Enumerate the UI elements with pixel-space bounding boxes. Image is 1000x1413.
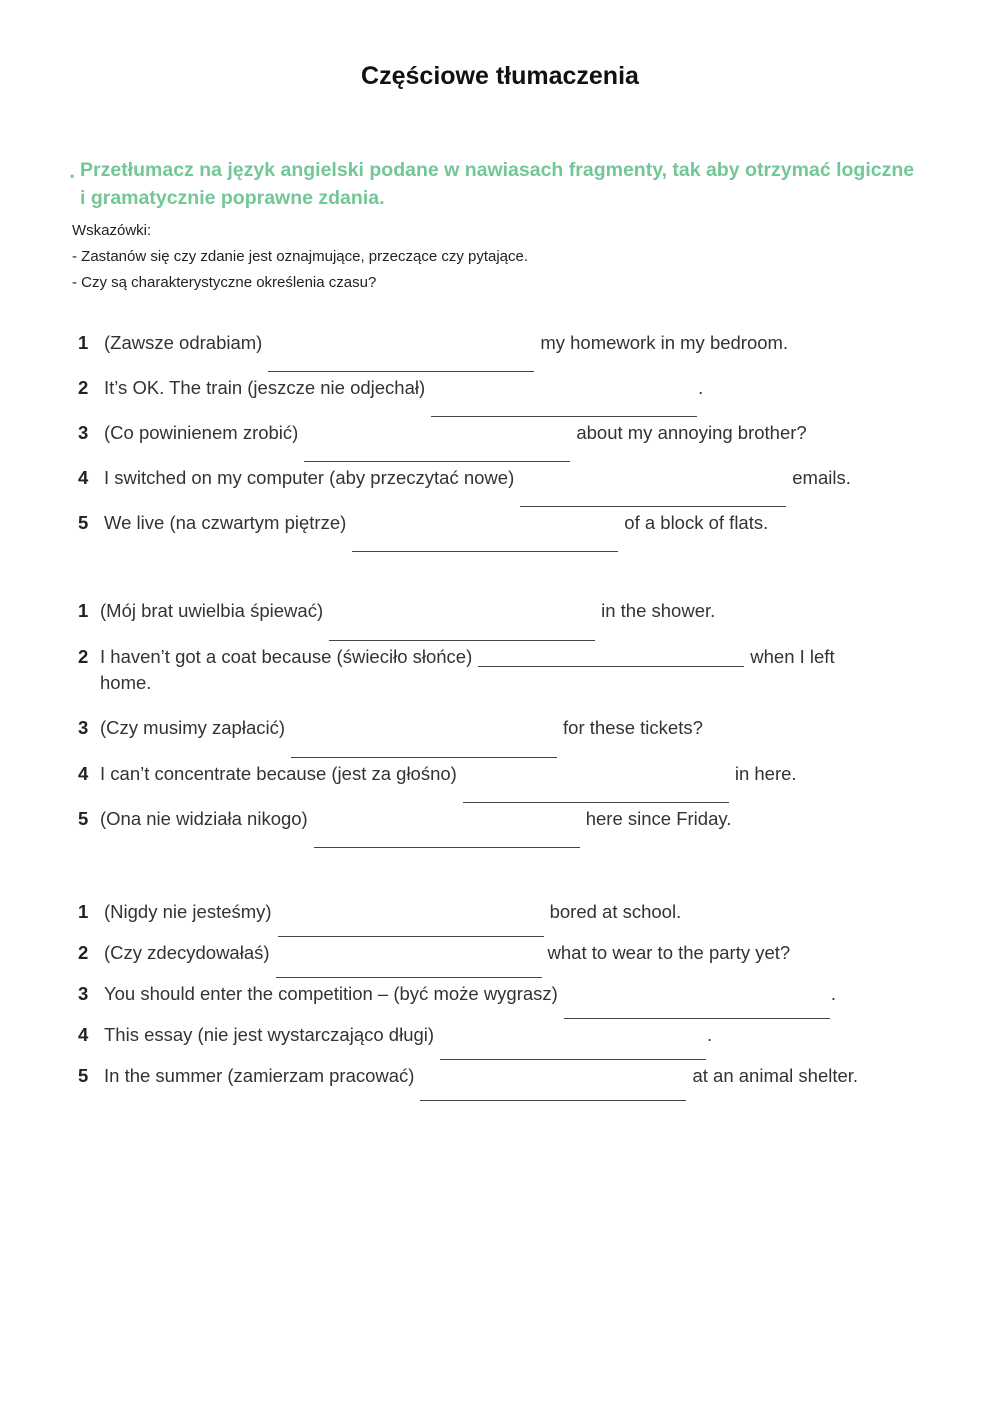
item-number: 2: [78, 942, 89, 963]
instruction-line-1: Przetłumacz na język angielski podane w nawiasach fragmenty, tak aby otrzymać logiczne: [80, 159, 915, 181]
item-prompt: This essay (nie jest wystarczająco długi): [104, 1024, 435, 1045]
item-number: 4: [78, 763, 89, 784]
exercise-section-3: [78, 901, 958, 1106]
answer-blank[interactable]: [440, 1058, 706, 1060]
hints: [72, 218, 528, 296]
exercise-item: [78, 377, 958, 422]
item-prompt: I switched on my computer (aby przeczytać nowe): [104, 467, 515, 488]
item-ending: about my annoying brother?: [576, 422, 807, 443]
answer-blank[interactable]: [276, 976, 542, 978]
item-number: 3: [78, 983, 89, 1004]
item-prompt: (Co powinienem zrobić): [104, 422, 299, 443]
item-ending: emails.: [792, 467, 851, 488]
item-number: 3: [78, 422, 89, 443]
item-ending: when I left: [750, 646, 835, 667]
answer-blank[interactable]: [278, 935, 544, 937]
instruction: [72, 156, 942, 212]
instruction-line-2: i gramatycznie poprawne zdania.: [80, 187, 385, 209]
item-prompt: (Ona nie widziała nikogo): [100, 808, 308, 829]
hints-heading: Wskazówki:: [72, 222, 152, 239]
item-number: 1: [78, 600, 89, 621]
item-prompt: (Czy zdecydowałaś): [104, 942, 270, 963]
exercise-item: [78, 332, 958, 377]
exercise-item: [78, 512, 958, 557]
item-ending: in here.: [734, 763, 797, 784]
page-title: Częściowe tłumaczenia: [361, 62, 639, 90]
item-prompt: It’s OK. The train (jeszcze nie odjechał): [104, 377, 426, 398]
item-prompt: In the summer (zamierzam pracować): [104, 1065, 415, 1086]
answer-blank[interactable]: [463, 801, 729, 803]
item-number: 4: [78, 467, 89, 488]
answer-blank[interactable]: [420, 1099, 686, 1101]
item-number: 4: [78, 1024, 89, 1045]
item-number: 2: [78, 377, 89, 398]
item-ending: my homework in my bedroom.: [540, 332, 789, 353]
item-ending: .: [698, 377, 704, 398]
exercise-item: [78, 600, 958, 646]
item-number: 2: [78, 646, 89, 667]
item-ending: what to wear to the party yet?: [547, 942, 791, 963]
item-prompt: I can’t concentrate because (jest za głośno): [100, 763, 457, 784]
exercise-item: [78, 808, 958, 853]
answer-blank[interactable]: [268, 370, 534, 372]
item-number: 1: [78, 332, 89, 353]
hint-item: - Zastanów się czy zdanie jest oznajmujące, przeczące czy pytające.: [72, 248, 529, 265]
item-prompt: We live (na czwartym piętrze): [104, 512, 347, 533]
hint-item: - Czy są charakterystyczne określenia czasu?: [72, 274, 377, 291]
exercise-item: [78, 1024, 958, 1065]
item-ending: bored at school.: [549, 901, 682, 922]
item-ending: at an animal shelter.: [692, 1065, 859, 1086]
item-ending: here since Friday.: [585, 808, 732, 829]
item-number: 5: [78, 1065, 89, 1086]
item-prompt: (Czy musimy zapłacić): [100, 717, 286, 738]
item-prompt: (Nigdy nie jesteśmy): [104, 901, 272, 922]
answer-blank[interactable]: [304, 460, 570, 462]
item-prompt: (Mój brat uwielbia śpiewać): [100, 600, 324, 621]
item-ending: in the shower.: [601, 600, 716, 621]
exercise-item: [78, 983, 958, 1024]
exercise-section-1: [78, 332, 958, 557]
answer-blank[interactable]: [352, 550, 618, 552]
exercise-item: [78, 717, 958, 763]
bullet-icon: •: [70, 169, 75, 183]
exercise-item: [78, 467, 958, 512]
answer-blank[interactable]: [314, 846, 580, 848]
exercise-item: [78, 901, 958, 942]
answer-blank[interactable]: [291, 756, 557, 758]
item-ending: .: [830, 983, 836, 1004]
item-prompt: You should enter the competition – (być może wygrasz): [104, 983, 558, 1004]
exercise-item: [78, 942, 958, 983]
item-continuation: home.: [100, 672, 152, 693]
item-ending: .: [707, 1024, 713, 1045]
item-prompt: (Zawsze odrabiam): [104, 332, 263, 353]
answer-blank[interactable]: [431, 415, 697, 417]
answer-blank[interactable]: [564, 1017, 830, 1019]
item-number: 3: [78, 717, 89, 738]
answer-blank[interactable]: [329, 639, 595, 641]
exercise-section-2: [78, 600, 958, 853]
item-ending: for these tickets?: [563, 717, 703, 738]
item-number: 5: [78, 808, 89, 829]
answer-blank[interactable]: [478, 665, 744, 667]
item-number: 1: [78, 901, 89, 922]
item-ending: of a block of flats.: [624, 512, 769, 533]
item-number: 5: [78, 512, 89, 533]
exercise-item: [78, 646, 958, 672]
exercise-item: [78, 763, 958, 808]
exercise-item: [78, 422, 958, 467]
item-prompt: I haven’t got a coat because (świeciło słońce): [100, 646, 473, 667]
exercise-item: [78, 1065, 958, 1106]
answer-blank[interactable]: [520, 505, 786, 507]
